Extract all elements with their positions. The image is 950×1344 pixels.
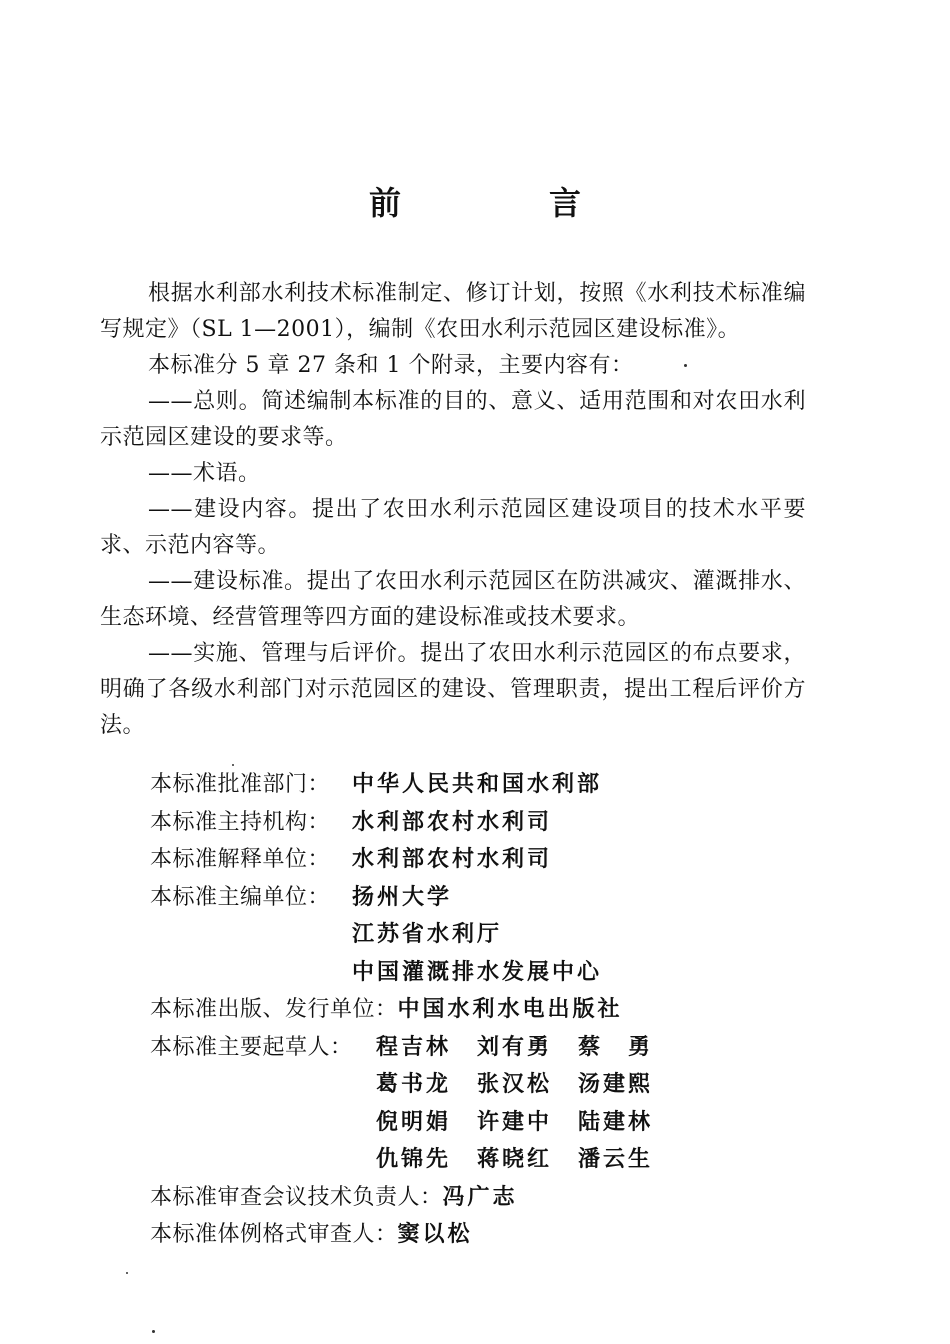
credit-row-approval: [150, 766, 850, 804]
credit-row-host: [150, 804, 850, 842]
credit-row-tech-reviewer: [150, 1179, 850, 1217]
drafter-name: 倪明娟: [376, 1109, 452, 1135]
credit-value: 水利部农村水利司: [352, 847, 553, 872]
scan-speck: [684, 364, 687, 367]
credit-label: 本标准出版、发行单位：: [150, 997, 398, 1022]
scan-speck: [232, 764, 234, 766]
paragraph-general: ——总则。简述编制本标准的目的、意义、适用范围和对农田水利示范园区建设的要求等。: [100, 389, 806, 450]
credit-value: 中国水利水电出版社: [397, 997, 623, 1022]
drafter-names: [376, 1029, 653, 1066]
drafter-name: 葛书龙: [376, 1072, 452, 1097]
paragraph-implementation: ——实施、管理与后评价。提出了农田水利示范园区的布点要求，明确了各级水利部门对示范园区的建设、管理职责，提出工程后评价方法。: [100, 641, 806, 738]
credit-row-drafters-4: [150, 1141, 850, 1179]
drafter-name: 刘有勇: [477, 1034, 553, 1060]
credit-value: 中国灌溉排水发展中心: [352, 959, 603, 985]
paragraph-terms: ——术语。: [148, 461, 261, 486]
credit-label: 本标准审查会议技术负责人：: [150, 1184, 443, 1210]
drafter-name: 仇锦先: [376, 1147, 452, 1172]
credit-value: 扬州大学: [352, 884, 453, 910]
credit-label: 本标准主持机构：: [150, 809, 331, 835]
drafter-names: [376, 1066, 653, 1103]
credit-row-drafters-1: [150, 1029, 850, 1067]
preface-body: [100, 276, 806, 744]
page-title: 前 言: [368, 184, 639, 222]
drafter-name: 陆建林: [578, 1109, 654, 1135]
paragraph-intro: 根据水利部水利技术标准制定、修订计划，按照《水利技术标准编写规定》（SL 1—2001），编制《农田水利示范园区建设标准》。: [100, 281, 806, 342]
credit-row-drafters-2: [150, 1066, 850, 1104]
drafter-name: 张汉松: [477, 1072, 553, 1097]
paragraph-standards: ——建设标准。提出了农田水利示范园区在防洪减灾、灌溉排水、生态环境、经营管理等四方面的建设标准或技术要求。: [100, 569, 806, 630]
credit-label: 本标准解释单位：: [150, 847, 331, 872]
credit-value: 江苏省水利厅: [352, 922, 503, 947]
credit-value: 水利部农村水利司: [352, 809, 553, 835]
credit-row-drafters-3: [150, 1104, 850, 1142]
credit-value: 冯广志: [442, 1184, 518, 1210]
credit-label: 本标准批准部门：: [150, 772, 331, 797]
scan-speck: [126, 1272, 128, 1274]
drafter-name: 汤建熙: [578, 1072, 654, 1097]
scan-speck: [152, 1330, 155, 1333]
paragraph-outline: 本标准分 5 章 27 条和 1 个附录，主要内容有：: [148, 353, 634, 378]
credit-row-editor-2: [150, 916, 850, 954]
credit-row-editor: [150, 879, 850, 917]
drafter-names: [376, 1141, 653, 1178]
drafter-name: 蔡 勇: [578, 1034, 654, 1060]
drafter-name: 许建中: [477, 1109, 553, 1135]
credit-row-publisher: [150, 991, 850, 1029]
credit-value: 窦以松: [397, 1222, 473, 1247]
drafter-name: 程吉林: [376, 1034, 452, 1060]
credits-block: [150, 766, 850, 1254]
drafter-name: 蒋晓红: [477, 1147, 553, 1172]
credit-label: 本标准主要起草人：: [150, 1034, 353, 1060]
drafter-names: [376, 1104, 653, 1141]
paragraph-content: ——建设内容。提出了农田水利示范园区建设项目的技术水平要求、示范内容等。: [100, 497, 806, 558]
credit-row-format-reviewer: [150, 1216, 850, 1254]
credit-label: 本标准体例格式审查人：: [150, 1222, 398, 1247]
credit-label: 本标准主编单位：: [150, 884, 331, 910]
drafter-name: 潘云生: [578, 1147, 654, 1172]
credit-row-editor-3: [150, 954, 850, 992]
credit-value: 中华人民共和国水利部: [352, 772, 603, 797]
credit-row-interpret: [150, 841, 850, 879]
